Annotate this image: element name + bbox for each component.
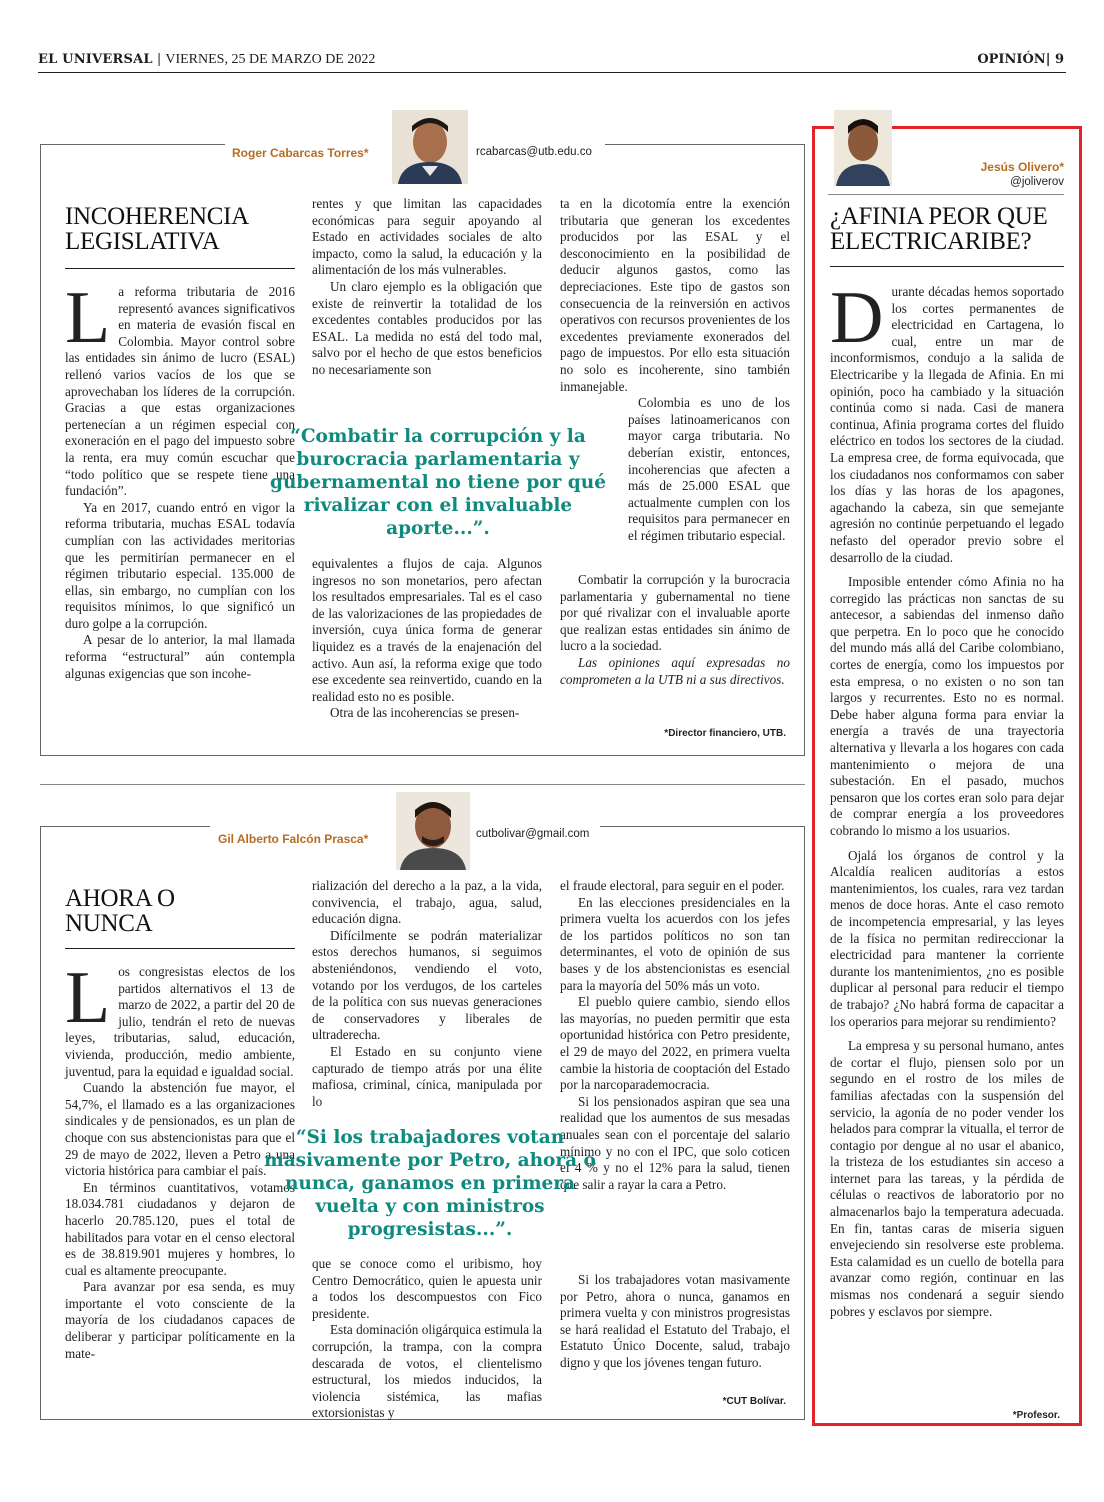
article-1-paragraph: Combatir la corrupción y la burocracia parlamentaria y gubernamental no tiene por qué rivalizar con el invaluable aporte que realizan estas entidades sin ánimo de lucro a la sociedad. <box>560 572 790 654</box>
article-1-headline-line1: INCOHERENCIA <box>65 203 249 230</box>
article-2-paragraph: Esta dominación oligárquica estimula la corrupción, la trampa, con la compra descarada de votos, el clientelismo estructural, los miedos inducidos, la violencia sistémica, las mafias extorsionistas y <box>312 1322 542 1421</box>
article-1-paragraph: a reforma tributaria de 2016 representó avances significativos en materia de evasión fiscal en Colombia. Mayor control sobre las entidades sin ánimo de lucro (ESAL) rellenó varios vacíos de los que se aprovechaban los líderes de la corrupción. Gracias a que estas organizaciones pertenecían a un régimen especial con exoneración en el pago del impuesto sobre la renta, era muy común escuchar que “todo político que se respete tiene una fundación”. <box>65 284 295 499</box>
article-2-dropcap: L <box>65 957 111 1039</box>
article-2-pullquote: “Si los trabajadores votan masivamente por Petro, ahora o nunca, ganamos en primera vuelta y con ministros progresistas...”. <box>264 1127 596 1240</box>
article-1-email[interactable]: rcabarcas@utb.edu.co <box>476 146 592 158</box>
article-2-column-3-bottom <box>560 1272 790 1398</box>
article-2-paragraph: En términos cuantitativos, votamos 18.034.781 ciudadanos y dejaron de hacerlo 20.785.120, pues el total de habilitados para votar en el censo electoral es de 38.819.901 mujeres y hombres, lo cual es altamente preocupante. <box>65 1179 295 1278</box>
article-2-email[interactable]: cutbolivar@gmail.com <box>476 828 590 840</box>
article-1-column-3-bottom <box>560 572 790 728</box>
article-3-author: Jesús Olivero* <box>980 160 1064 174</box>
article-3-paragraph: Ojalá los órganos de control y la Alcaldía realicen auditorías a estos mantenimientos, los cuales, rara vez tardan menos de doce horas. Ante el caso remoto de incompetencia empresarial, y las leyes de la física no permitan redireccionar la electricidad para mantener la corriente durante los mantenimientos, ¿no es posible duplicar al personal para reducir el tiempo de trabajo? ¿No habrá forma de capacitar a los operarios para mejorar su rendimiento? <box>830 847 1064 1029</box>
article-2-headline-line1: AHORA O <box>65 885 175 912</box>
article-3-handle[interactable]: @joliverov <box>1010 176 1064 188</box>
issue-date: VIERNES, 25 DE MARZO DE 2022 <box>165 52 376 67</box>
article-1-column-1 <box>65 277 295 744</box>
article-1-disclaimer: Las opiniones aquí expresadas no comprometen a la UTB ni a sus directivos. <box>560 654 790 687</box>
article-1-headline-line2: LEGISLATIVA <box>65 228 220 255</box>
article-2-paragraph: El pueblo quiere cambio, siendo ellos las mayorías, no pueden permitir que esta oportunidad histórica con Petro presidente, el 29 de mayo del 2022, en primera vuelta cambie la historia de cooptación del Estado por la narcoparademocracia. <box>560 994 790 1093</box>
article-1-paragraph: Otra de las incoherencias se presen- <box>330 705 520 721</box>
article-3-paragraph: La empresa y su personal humano, antes de cortar el flujo, piensen solo por un segundo en el rostro de los miles de familias afectadas con la suspensión del servicio, la agonía de no poder vender los helados para comprar la vitualla, el terror de contagio por dengue al no usar el abanico, la tristeza de los estudiantes sin acceso a internet para las tareas, y la pérdida de células o reactivos de laboratorio por no almacenarlos bajo la temperatura adecuada. En fin, tantas caras de miseria siguen envejeciendo sin resolverse este problema. Esta calamidad es un cuello de botella para avanzar como región, continuar en las mismas nos condenará a seguir siendo pobres y esclavos por siempre. <box>830 1038 1064 1319</box>
section-name: OPINIÓN <box>977 52 1046 67</box>
section-divider <box>40 784 805 785</box>
article-3-headline-line2: ELECTRICARIBE? <box>830 228 1032 255</box>
article-2-paragraph: Si los pensionados aspiran que sea una realidad que los aumentos de sus mesadas anuales sean con el porcentaje del salario mínimo y no con el IPC, que solo coticen el 4 % y no el 12% para la salud, tienen que salir a rayar la cara a Petro. <box>560 1093 790 1192</box>
article-3-column <box>830 277 1064 1406</box>
article-2-headline-line2: NUNCA <box>65 910 153 937</box>
article-3-headline-rule <box>830 266 1064 267</box>
article-1-paragraph: Ya en 2017, cuando entró en vigor la reforma tributaria, muchas ESAL todavía cumplían con las actividades meritorias que les permitirían permanecer en el régimen tributario especial. 135.000 de ellas, sin embargo, no cumplían con los requisitos mínimos, lo que significó un duro golpe a la corrupción. <box>65 499 295 631</box>
author-photo-icon <box>396 792 470 870</box>
article-3-paragraph: urante décadas hemos soportado los cortes permanentes de electricidad en Cartagena, lo cual, entre un mar de inconformismos, condujo a la salida de Electricaribe y la llegada de Afinia. En mi opinión, poco ha cambiado y la situación continúa como si nada. Casi de manera continua, Afinia programa cortes del fluido eléctrico en todos los sectores de la ciudad. La empresa cree, de forma equivocada, que los ciudadanos nos conformamos con saber los días y las horas de los apagones, agachando la cabeza, sin que semejante agresión no continúe perpetuando el legado nefasto del operador previo sobre el desarrollo de la ciudad. <box>830 284 1064 565</box>
article-2-paragraph: El Estado en su conjunto viene capturado de tiempo atrás por una élite mafiosa, criminal, cínica, manipulada por lo <box>312 1043 542 1109</box>
article-1-dropcap: L <box>65 277 111 359</box>
article-3-author-photo <box>834 110 892 186</box>
article-3-headline <box>830 204 1066 254</box>
article-1-headline-rule <box>65 268 295 269</box>
article-2-column-2-top <box>312 878 542 1109</box>
article-2-paragraph: Para avanzar por esa senda, es muy importante el voto consciente de la mayoría de los ciudadanos capaces de deliberar y participar políticamente en la mate- <box>65 1279 295 1361</box>
article-3-byline-rule <box>828 194 1064 195</box>
article-3-paragraph: Imposible entender cómo Afinia no ha corregido las prácticas non sanctas de su antecesor, a sabiendas del inmenso daño que perpetra. En lo poco que he conocido del mundo más allá del Caribe colombiano, cortes de energía, como los impuestos por esta empresa, o no existen o no son tan largos y recurrentes. Esto no es normal. Debe haber alguna forma para enviar la energía a través de una trayectoria alternativa y llevarla a los hogares con cada mantenimiento o mejora de una subestación. En el pasado, muchos pensaron que los cortes eran solo para dejar de comprar energía a los proveedores cobrando lo mismo a los usuarios. <box>830 574 1064 838</box>
article-1-paragraph: equivalentes a flujos de caja. Algunos ingresos no son monetarios, pero afectan los resultados empresariales. Tal es el caso de las valorizaciones de las propiedades de inversión, cuya única forma de generar liquidez es a través de la enajenación del activo. Aun así, la reforma exige que todo ese excedente sea reinvertido, cuando en la realidad esto no es posible. <box>312 556 542 704</box>
page-header-right: OPINIÓN| 9 <box>977 52 1064 67</box>
newspaper-name: EL UNIVERSAL <box>38 52 153 67</box>
article-1-author-photo <box>392 110 468 184</box>
author-photo-icon <box>834 110 892 186</box>
header-separator: | <box>156 52 166 67</box>
header-rule <box>38 72 1066 73</box>
author-photo-icon <box>392 110 468 184</box>
article-1-paragraph: Colombia es uno de los países latinoamericanos con mayor carga tributaria. No deberían existir, entonces, incoherencias que afecten a más de 25.000 ESAL que actualmente cumplen con los requisitos para permanecer en el régimen tributario especial. <box>628 395 790 543</box>
article-1-column-2-bottom <box>312 556 542 746</box>
article-2-paragraph: que se conoce como el uribismo, hoy Centro Democrático, quien le apuesta unir a todos los descompuestos con Fico presidente. <box>312 1256 542 1321</box>
article-2-headline <box>65 886 295 936</box>
article-3-dropcap: D <box>830 277 884 359</box>
article-1-paragraph: rentes y que limitan las capacidades económicas para seguir apoyando al Estado en actividades sociales de alto impacto, como la salud, la educación y la alimentación de los más vulnerables. <box>312 196 542 278</box>
article-1-footnote: *Director financiero, UTB. <box>664 728 786 739</box>
article-1-paragraph: A pesar de lo anterior, la mal llamada reforma “estructural” aún contempla algunas exigencias que son incohe- <box>65 632 295 681</box>
article-3-footnote: *Profesor. <box>1012 1410 1060 1421</box>
article-1-paragraph: ta en la dicotomía entre la exención tributaria que generan los excedentes producidos por las ESAL y el desconocimiento en la posibilidad de deducir algunos gastos, como las depreciaciones. Este tipo de gastos son consecuencia de la reinversión en activos operativos con recursos provenientes de los excedentes previamente exonerados del pago de impuestos. Por ello esta situación no solo es incoherente, sino también inmanejable. <box>560 196 790 394</box>
article-1-column-2-top <box>312 196 542 408</box>
article-1-pullquote: “Combatir la corrupción y la burocracia parlamentaria y gubernamental no tiene por qué rivalizar con el invaluable aporte...”. <box>270 426 606 539</box>
article-2-author-photo <box>396 792 470 870</box>
article-2-paragraph: os congresistas electos de los partidos alternativos el 13 de marzo de 2022, a partir del 20 de julio, tendrán el reto de nuevas leyes, tributarias, salud, educación, vivienda, producción, medio ambiente, juventud, para la equidad e igualdad social. <box>65 964 295 1079</box>
page-number: 9 <box>1054 52 1064 67</box>
article-2-paragraph: el fraude electoral, para seguir en el poder. <box>560 878 785 893</box>
article-2-paragraph: rialización del derecho a la paz, a la vida, convivencia, el trabajo, agua, salud, educación digna. <box>312 878 542 927</box>
article-2-author: Gil Alberto Falcón Prasca* <box>218 832 369 846</box>
article-1-paragraph: Un claro ejemplo es la obligación que existe de reinvertir la totalidad de los excedentes contables producidos por las ESAL. La medida no está del todo mal, salvo por el hecho de que estos beneficios no necesariamente son <box>312 278 542 377</box>
article-2-footnote: *CUT Bolívar. <box>722 1396 786 1407</box>
article-1-headline <box>65 204 295 254</box>
article-2-paragraph: Difícilmente se podrán materializar estos derechos humanos, si seguimos absteniéndonos, vendiendo el voto, votando por los verdugos, de los carteles de la política con sus nuevas generaciones de conservadores y liberales de ultraderecha. <box>312 927 542 1043</box>
article-2-paragraph: Si los trabajadores votan masivamente por Petro, ahora o nunca, ganamos en primera vuelta y con ministros progresistas se hará realidad el Estatuto del Trabajo, el Estatuto Único Docente, salud, trabajo digno y que los jóvenes tengan futuro. <box>560 1272 790 1370</box>
article-3-headline-line1: ¿AFINIA PEOR QUE <box>830 203 1048 230</box>
article-2-paragraph: Cuando la abstención fue mayor, el 54,7%, el llamado es a las organizaciones sindicales y de pensionados, es un plan de choque con sus abstencionistas para que el 29 de mayo de 2022, lleven a Petro a una victoria histórica para cambiar el país. <box>65 1080 295 1179</box>
article-2-headline-rule <box>65 948 295 949</box>
page-header-left <box>38 52 375 68</box>
article-1-author: Roger Cabarcas Torres* <box>232 146 369 160</box>
article-2-column-2-bottom <box>312 1256 542 1421</box>
article-2-paragraph: En las elecciones presidenciales en la primera vuelta los acuerdos con los jefes de los partidos políticos no son tan determinantes, el voto de opinión de sus bases y de los abstencionistas es esencial para la mayoría del 50% más un voto. <box>560 894 790 993</box>
